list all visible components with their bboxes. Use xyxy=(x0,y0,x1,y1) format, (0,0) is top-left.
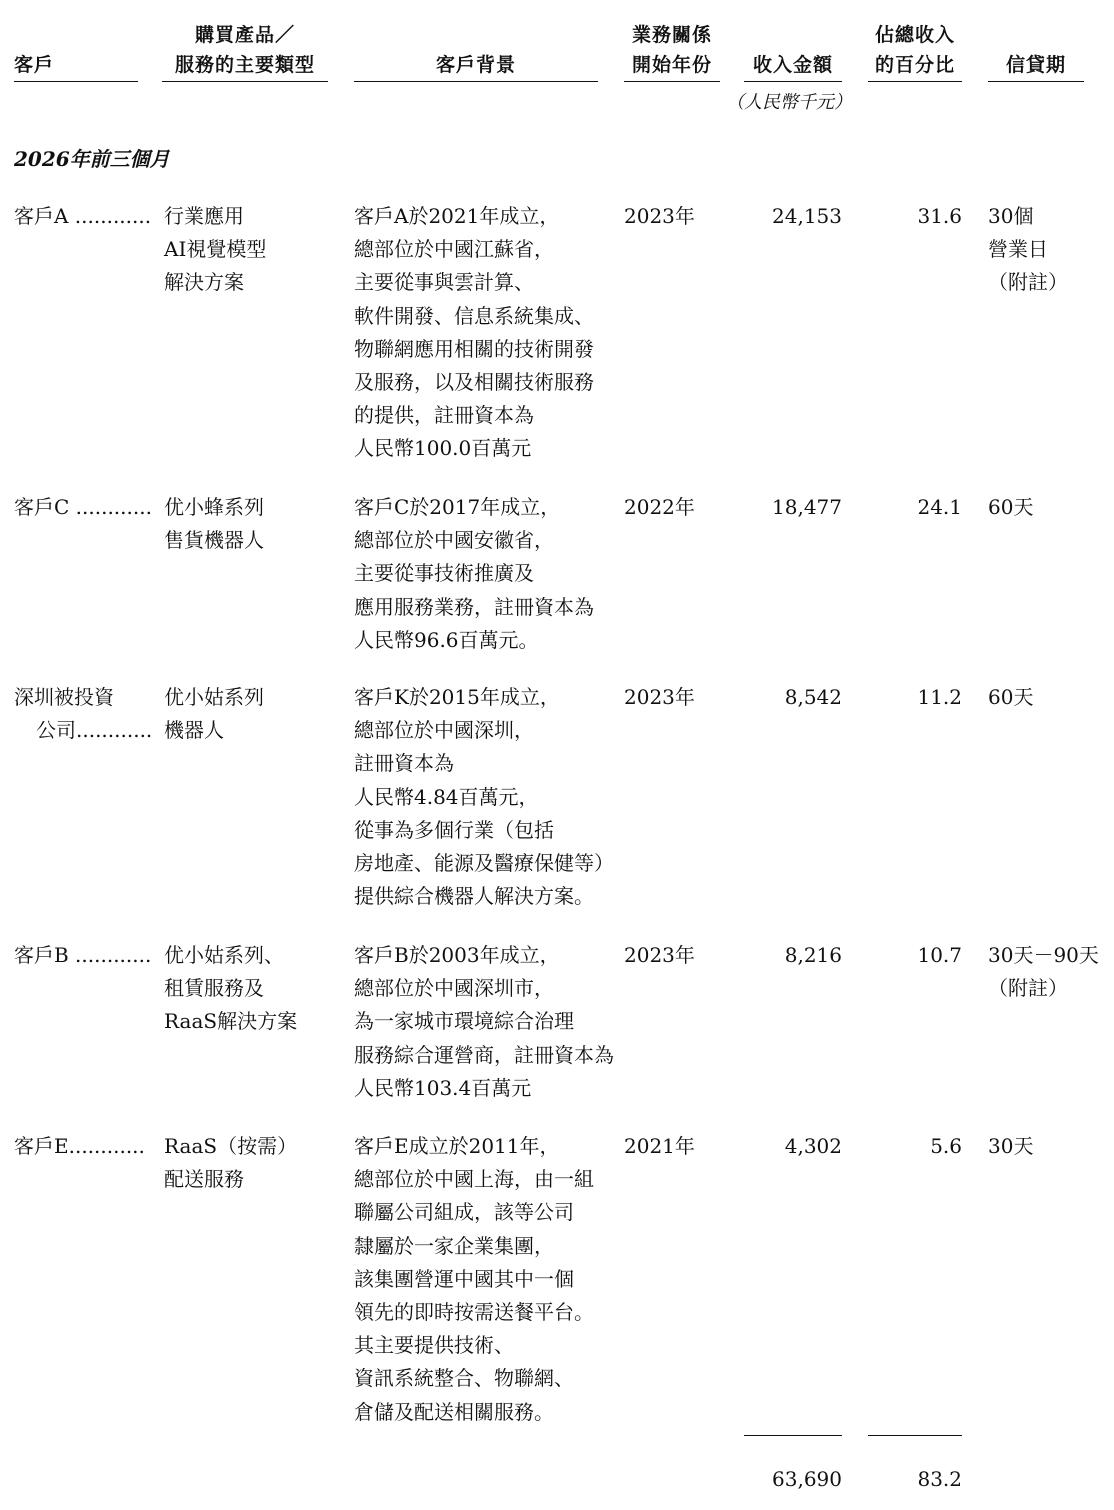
row-start-year: 2021年 xyxy=(624,1134,695,1158)
header-start-year xyxy=(624,20,720,80)
product-line: 售貨機器人 xyxy=(164,528,264,553)
product-line: AI視覺模型 xyxy=(164,237,267,262)
background-line: 總部位於中國深圳市， xyxy=(354,976,554,1001)
background-line: 客戶A於2021年成立， xyxy=(354,204,560,228)
background-line: 主要從事技術推廣及 xyxy=(354,561,534,586)
credit-line: （附註） xyxy=(988,270,1068,295)
customer-line: 客戶A ............ xyxy=(14,204,152,228)
row-pct: 11.2 xyxy=(917,685,962,709)
background-line: 客戶E成立於2011年， xyxy=(354,1134,560,1158)
row-customer xyxy=(14,939,151,972)
background-line: 客戶C於2017年成立， xyxy=(354,495,561,519)
background-line: 註冊資本為 xyxy=(354,751,454,776)
header-rule-product xyxy=(162,81,328,82)
background-line: 物聯網應用相關的技術開發 xyxy=(354,336,594,361)
row-background xyxy=(354,939,614,1105)
background-line: 人民幣100.0百萬元 xyxy=(354,436,532,461)
product-line: RaaS（按需） xyxy=(164,1134,298,1158)
header-pct-line2: 的百分比 xyxy=(874,54,955,76)
total-pct: 83.2 xyxy=(917,1467,962,1491)
background-line: 聯屬公司組成，該等公司 xyxy=(354,1200,574,1225)
background-line: 為一家城市環境綜合治理 xyxy=(354,1009,574,1034)
header-rule-pct xyxy=(868,81,962,82)
header-rule-revenue xyxy=(744,81,842,82)
product-line: 行業應用 xyxy=(164,204,244,228)
customer-line: 客戶E............ xyxy=(14,1134,145,1158)
row-start-year: 2023年 xyxy=(624,685,695,709)
background-line: 資訊系統整合、物聯網、 xyxy=(354,1366,574,1391)
header-customer: 客戶 xyxy=(14,54,55,76)
row-background xyxy=(354,491,594,657)
background-line: 及服務，以及相關技術服務 xyxy=(354,370,594,395)
total-rule-pct xyxy=(868,1435,962,1436)
row-revenue: 18,477 xyxy=(772,495,842,519)
background-line: 提供綜合機器人解決方案。 xyxy=(354,884,594,909)
header-product-line1: 購買產品／ xyxy=(194,24,295,46)
background-line: 該集團營運中國其中一個 xyxy=(354,1266,574,1291)
row-start-year: 2023年 xyxy=(624,943,695,967)
row-background xyxy=(354,681,614,913)
revenue-unit: （人民幣千元） xyxy=(726,92,852,113)
row-pct: 31.6 xyxy=(917,204,962,228)
header-pct-line1: 佔總收入 xyxy=(874,24,955,46)
product-line: 优小姑系列、 xyxy=(164,943,284,967)
header-rule-customer xyxy=(14,81,138,82)
row-customer xyxy=(14,200,151,233)
background-line: 領先的即時按需送餐平台。 xyxy=(354,1300,594,1325)
product-line: 优小蜂系列 xyxy=(164,495,264,519)
background-line: 的提供，註冊資本為 xyxy=(354,403,534,428)
background-line: 客戶K於2015年成立， xyxy=(354,685,560,709)
background-line: 軟件開發、信息系統集成、 xyxy=(354,303,594,328)
credit-line: 營業日 xyxy=(988,237,1048,262)
background-line: 服務綜合運營商，註冊資本為 xyxy=(354,1042,614,1067)
row-product xyxy=(164,1130,297,1196)
row-revenue: 24,153 xyxy=(772,204,842,228)
background-line: 人民幣103.4百萬元 xyxy=(354,1075,532,1100)
header-rule-background xyxy=(354,81,598,82)
background-line: 房地產、能源及醫療保健等） xyxy=(354,851,614,876)
row-credit xyxy=(988,491,1033,524)
background-line: 人民幣4.84百萬元， xyxy=(354,784,539,809)
row-product xyxy=(164,200,266,300)
row-start-year: 2022年 xyxy=(624,495,695,519)
product-line: 解決方案 xyxy=(164,270,244,295)
background-line: 總部位於中國深圳， xyxy=(354,718,534,743)
section-title: 2026年前三個月 xyxy=(14,147,170,171)
header-rule-credit xyxy=(988,81,1084,82)
row-credit xyxy=(988,939,1099,1005)
credit-line: 30天 xyxy=(988,1134,1034,1158)
row-pct: 24.1 xyxy=(917,495,962,519)
credit-line: 60天 xyxy=(988,495,1034,519)
row-customer xyxy=(14,681,152,747)
header-product xyxy=(162,20,328,80)
row-background xyxy=(354,200,594,466)
credit-line: 60天 xyxy=(988,685,1034,709)
row-revenue: 8,542 xyxy=(784,685,842,709)
product-line: RaaS解決方案 xyxy=(164,1009,298,1034)
product-line: 機器人 xyxy=(164,718,224,743)
header-background: 客戶背景 xyxy=(435,54,516,76)
header-credit: 信貸期 xyxy=(1005,54,1066,76)
total-rule-revenue xyxy=(744,1435,842,1436)
header-start-line2: 開始年份 xyxy=(631,54,712,76)
background-line: 主要從事與雲計算、 xyxy=(354,270,534,295)
credit-line: 30天－90天 xyxy=(988,943,1099,967)
product-line: 配送服務 xyxy=(164,1167,244,1192)
header-start-line1: 業務關係 xyxy=(631,24,712,46)
header-rule-start-year xyxy=(624,81,720,82)
background-line: 總部位於中國江蘇省， xyxy=(354,237,554,262)
row-pct: 10.7 xyxy=(917,943,962,967)
background-line: 隸屬於一家企業集團， xyxy=(354,1233,554,1258)
background-line: 總部位於中國上海，由一組 xyxy=(354,1167,594,1192)
row-background xyxy=(354,1130,594,1429)
row-revenue: 4,302 xyxy=(784,1134,842,1158)
row-credit xyxy=(988,1130,1033,1163)
row-start-year: 2023年 xyxy=(624,204,695,228)
background-line: 從事為多個行業（包括 xyxy=(354,817,554,842)
background-line: 總部位於中國安徽省， xyxy=(354,528,554,553)
header-pct xyxy=(868,20,962,80)
credit-line: 30個 xyxy=(988,204,1034,228)
customer-line: 客戶B ............ xyxy=(14,943,152,967)
row-credit xyxy=(988,200,1068,300)
row-pct: 5.6 xyxy=(930,1134,962,1158)
background-line: 人民幣96.6百萬元。 xyxy=(354,627,539,652)
header-product-line2: 服務的主要類型 xyxy=(174,54,315,76)
customer-line: 深圳被投資 xyxy=(14,685,114,709)
background-line: 客戶B於2003年成立， xyxy=(354,943,560,967)
background-line: 倉儲及配送相關服務。 xyxy=(354,1399,554,1424)
row-product xyxy=(164,491,264,557)
header-revenue: 收入金額 xyxy=(752,54,833,76)
credit-line: （附註） xyxy=(988,976,1068,1001)
background-line: 應用服務業務，註冊資本為 xyxy=(354,594,594,619)
row-product xyxy=(164,681,264,747)
row-customer xyxy=(14,491,152,524)
product-line: 租賃服務及 xyxy=(164,976,264,1001)
product-line: 优小姑系列 xyxy=(164,685,264,709)
total-revenue: 63,690 xyxy=(772,1467,842,1491)
row-revenue: 8,216 xyxy=(784,943,842,967)
row-customer xyxy=(14,1130,145,1163)
background-line: 其主要提供技術、 xyxy=(354,1333,514,1358)
row-product xyxy=(164,939,297,1039)
customer-line: 客戶C ............ xyxy=(14,495,152,519)
row-credit xyxy=(988,681,1033,714)
customer-line: 公司............ xyxy=(36,718,153,743)
